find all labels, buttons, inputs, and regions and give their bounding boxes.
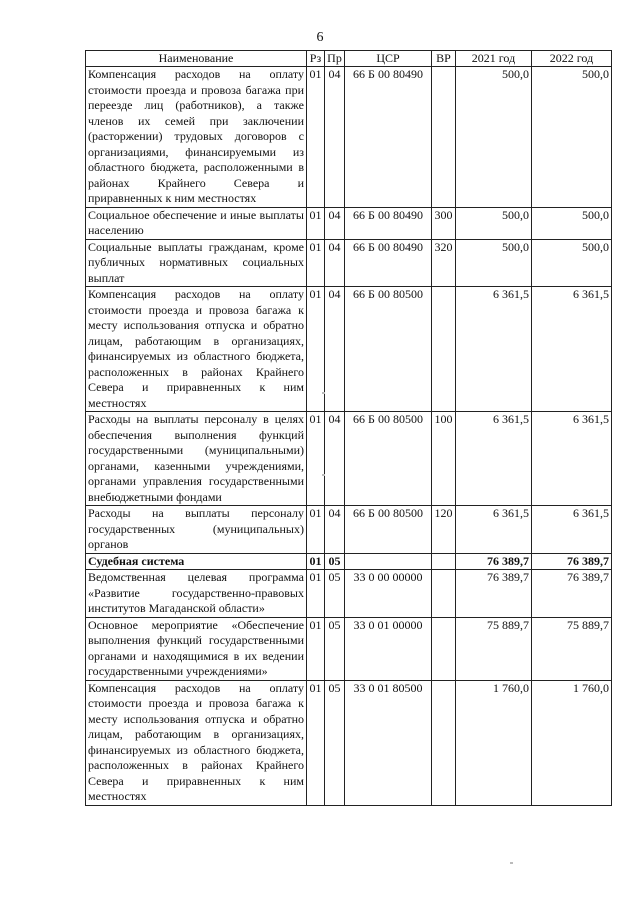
- cell-rz: 01: [307, 553, 325, 570]
- cell-rz: 01: [307, 617, 325, 680]
- cell-y2021: 76 389,7: [456, 553, 532, 570]
- cell-rz: 01: [307, 412, 325, 506]
- cell-y2022: 76 389,7: [532, 553, 612, 570]
- header-2022: 2022 год: [532, 51, 612, 67]
- cell-y2022: 500,0: [532, 239, 612, 287]
- cell-y2021: 1 760,0: [456, 680, 532, 805]
- cell-y2022: 1 760,0: [532, 680, 612, 805]
- header-csr: ЦСР: [345, 51, 432, 67]
- cell-csr: 33 0 01 00000: [345, 617, 432, 680]
- cell-y2022: 76 389,7: [532, 570, 612, 618]
- cell-csr: 33 0 00 00000: [345, 570, 432, 618]
- table-row: [86, 506, 612, 554]
- table-row: [86, 239, 612, 287]
- table-row: [86, 570, 612, 618]
- cell-pr: 05: [325, 680, 345, 805]
- cell-y2021: 6 361,5: [456, 287, 532, 412]
- cell-pr: 04: [325, 287, 345, 412]
- cell-pr: 04: [325, 239, 345, 287]
- cell-vr: [432, 67, 456, 208]
- cell-rz: 01: [307, 680, 325, 805]
- cell-vr: 320: [432, 239, 456, 287]
- cell-y2022: 6 361,5: [532, 412, 612, 506]
- cell-name: Компенсация расходов на оплату стоимости проезда и провоза багажа к месту использования отпуска и обратно лицам, работающим в организациях, финансируемых из областного бюджета, расположенных в районах Крайнего Севера и приравненных к ним местностях: [86, 680, 307, 805]
- cell-csr: 66 Б 00 80500: [345, 506, 432, 554]
- cell-vr: [432, 570, 456, 618]
- cell-pr: 05: [325, 570, 345, 618]
- cell-rz: 01: [307, 506, 325, 554]
- cell-y2022: 6 361,5: [532, 287, 612, 412]
- header-row: [86, 51, 612, 67]
- cell-vr: [432, 680, 456, 805]
- table-row: [86, 553, 612, 570]
- cell-y2021: 6 361,5: [456, 412, 532, 506]
- cell-pr: 04: [325, 412, 345, 506]
- cell-pr: 05: [325, 553, 345, 570]
- cell-y2022: 6 361,5: [532, 506, 612, 554]
- cell-y2022: 75 889,7: [532, 617, 612, 680]
- cell-rz: 01: [307, 239, 325, 287]
- cell-y2021: 6 361,5: [456, 506, 532, 554]
- header-2021: 2021 год: [456, 51, 532, 67]
- scan-mark: [510, 862, 513, 864]
- header-name: Наименование: [86, 51, 307, 67]
- cell-pr: 04: [325, 506, 345, 554]
- cell-csr: 66 Б 00 80490: [345, 67, 432, 208]
- header-vr: ВР: [432, 51, 456, 67]
- cell-csr: [345, 553, 432, 570]
- cell-csr: 33 0 01 80500: [345, 680, 432, 805]
- cell-vr: 100: [432, 412, 456, 506]
- cell-name: Социальные выплаты гражданам, кроме публичных нормативных социальных выплат: [86, 239, 307, 287]
- cell-csr: 66 Б 00 80490: [345, 207, 432, 239]
- header-rz: Рз: [307, 51, 325, 67]
- cell-name: Судебная система: [86, 553, 307, 570]
- table-row: [86, 617, 612, 680]
- cell-pr: 04: [325, 67, 345, 208]
- cell-rz: 01: [307, 570, 325, 618]
- cell-y2021: 500,0: [456, 67, 532, 208]
- cell-rz: 01: [307, 67, 325, 208]
- cell-csr: 66 Б 00 80500: [345, 287, 432, 412]
- cell-name: Компенсация расходов на оплату стоимости проезда и провоза багажа к месту использования отпуска и обратно лицам, работающим в организациях, финансируемых из областного бюджета, расположенных в районах Крайнего Севера и приравненных к ним местностях: [86, 287, 307, 412]
- cell-name: Расходы на выплаты персоналу в целях обеспечения выполнения функций государственными (муниципальными) органами, казенными учреждениями, органами управления государственными внебюджетными фондами: [86, 412, 307, 506]
- cell-y2021: 500,0: [456, 239, 532, 287]
- table-row: [86, 67, 612, 208]
- cell-y2021: 75 889,7: [456, 617, 532, 680]
- table-row: [86, 207, 612, 239]
- cell-y2022: 500,0: [532, 207, 612, 239]
- cell-vr: [432, 287, 456, 412]
- cell-csr: 66 Б 00 80490: [345, 239, 432, 287]
- cell-pr: 05: [325, 617, 345, 680]
- page-number: 6: [316, 30, 324, 45]
- cell-rz: 01: [307, 287, 325, 412]
- scan-mark: [322, 474, 325, 476]
- cell-y2022: 500,0: [532, 67, 612, 208]
- cell-name: Ведомственная целевая программа «Развитие государственно-правовых институтов Магаданской области»: [86, 570, 307, 618]
- cell-name: Расходы на выплаты персоналу государственных (муниципальных) органов: [86, 506, 307, 554]
- cell-vr: 120: [432, 506, 456, 554]
- header-pr: Пр: [325, 51, 345, 67]
- cell-y2021: 76 389,7: [456, 570, 532, 618]
- table-row: [86, 287, 612, 412]
- cell-vr: [432, 617, 456, 680]
- cell-name: Основное мероприятие «Обеспечение выполнения функций государственными органами и находящимися в их ведении государственными учреждениями»: [86, 617, 307, 680]
- budget-table: [85, 50, 612, 806]
- cell-vr: [432, 553, 456, 570]
- cell-y2021: 500,0: [456, 207, 532, 239]
- cell-pr: 04: [325, 207, 345, 239]
- scan-mark: [322, 392, 325, 394]
- table-row: [86, 680, 612, 805]
- cell-vr: 300: [432, 207, 456, 239]
- cell-name: Компенсация расходов на оплату стоимости проезда и провоза багажа при переезде лиц (работников), а также членов их семей при заключении (расторжении) трудовых договоров с организациями, финансируемыми из областного бюджета, расположенными в районах Крайнего Севера и приравненных к ним местностях: [86, 67, 307, 208]
- cell-rz: 01: [307, 207, 325, 239]
- table-row: [86, 412, 612, 506]
- cell-csr: 66 Б 00 80500: [345, 412, 432, 506]
- cell-name: Социальное обеспечение и иные выплаты населению: [86, 207, 307, 239]
